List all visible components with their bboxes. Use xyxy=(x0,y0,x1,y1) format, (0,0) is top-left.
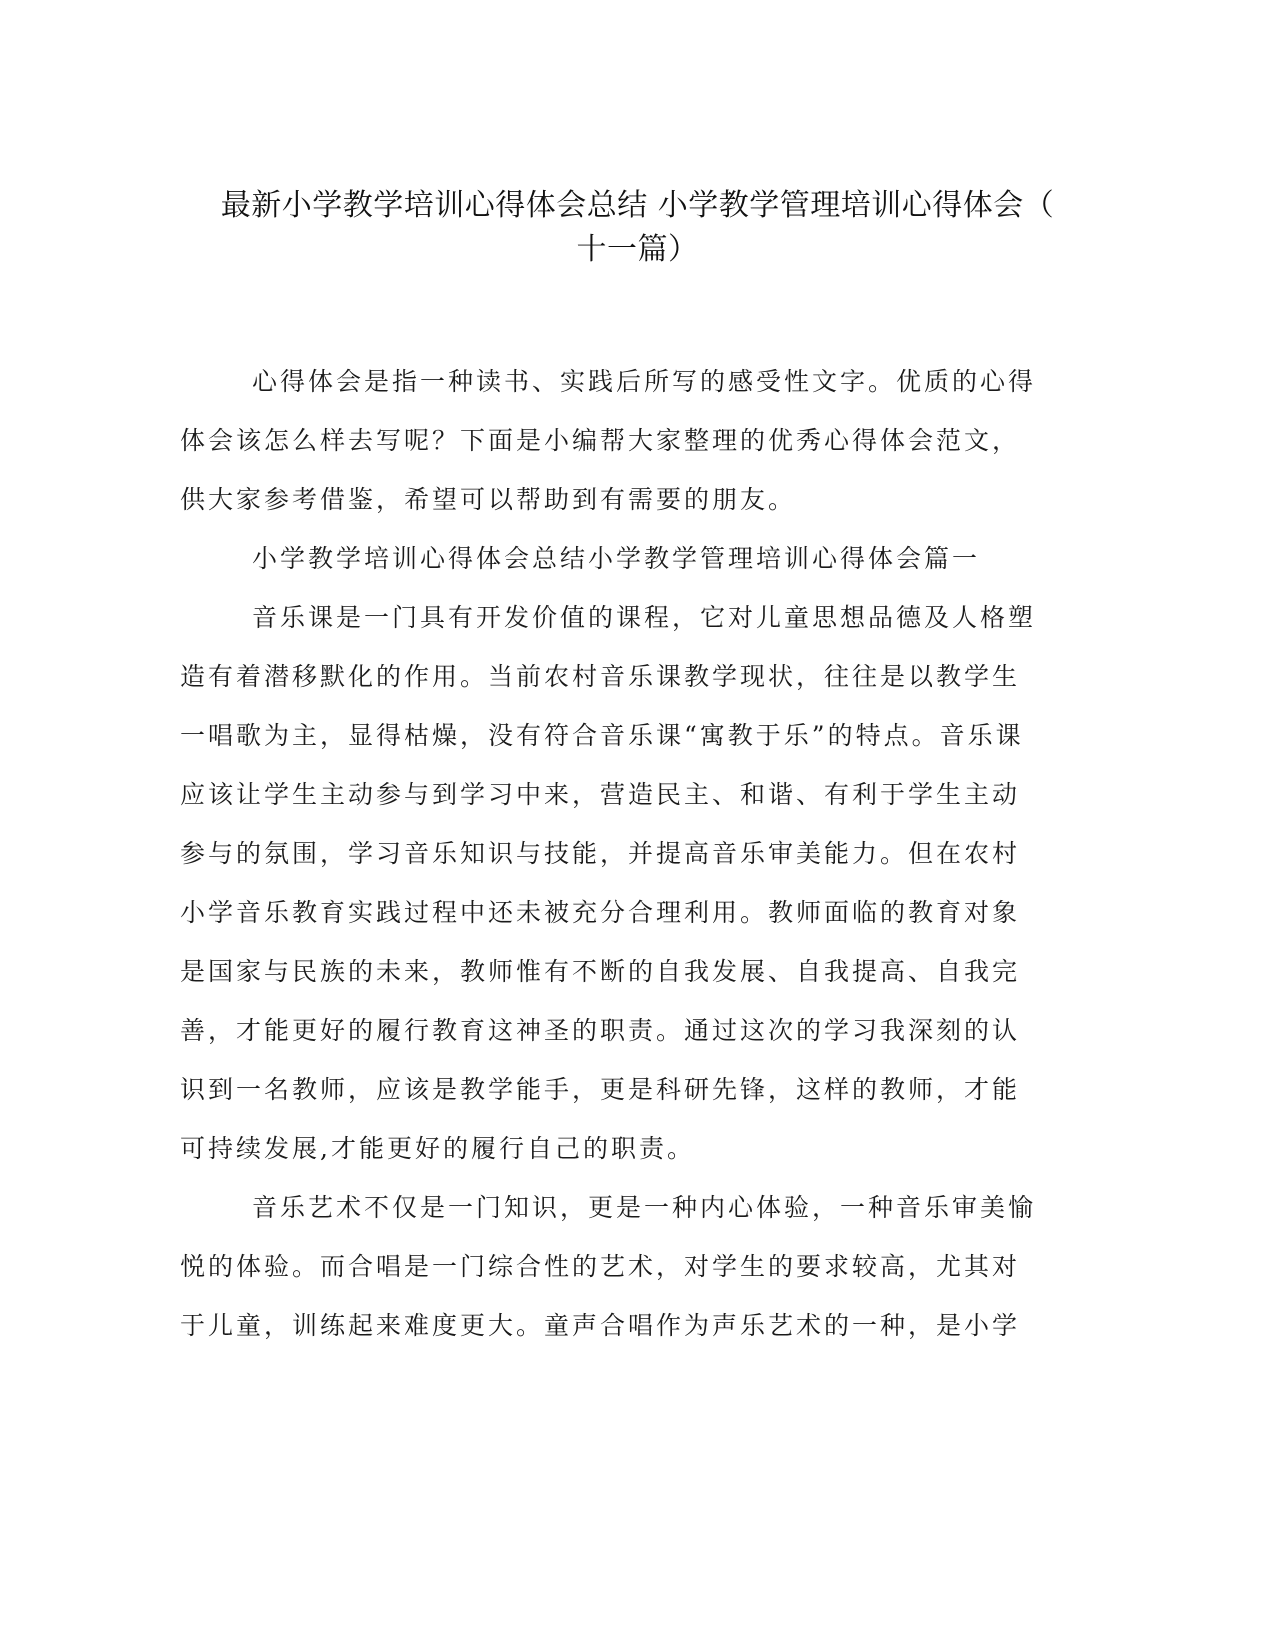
text-line: 悦的体验。而合唱是一门综合性的艺术，对学生的要求较高，尤其对 xyxy=(180,1252,1021,1281)
text-line: 参与的氛围，学习音乐知识与技能，并提高音乐审美能力。但在农村 xyxy=(180,839,1021,868)
text-line: 于儿童，训练起来难度更大。童声合唱作为声乐艺术的一种，是小学 xyxy=(180,1311,1021,1340)
text-line: 造有着潜移默化的作用。当前农村音乐课教学现状，往往是以教学生 xyxy=(180,662,1021,691)
document-title xyxy=(180,184,1095,272)
text-line: 音乐艺术不仅是一门知识，更是一种内心体验，一种音乐审美愉 xyxy=(252,1193,1037,1222)
text-line: 是国家与民族的未来，教师惟有不断的自我发展、自我提高、自我完 xyxy=(180,957,1021,986)
text-line: 小学音乐教育实践过程中还未被充分合理利用。教师面临的教育对象 xyxy=(180,898,1021,927)
title-line-1: 最新小学教学培训心得体会总结 小学教学管理培训心得体会（ xyxy=(220,188,1055,223)
paragraph-music-course xyxy=(180,588,1037,1178)
section-heading xyxy=(180,529,1030,588)
text-line: 小学教学培训心得体会总结小学教学管理培训心得体会篇一 xyxy=(252,544,981,573)
text-line: 一唱歌为主，显得枯燥，没有符合音乐课“寓教于乐”的特点。音乐课 xyxy=(180,721,1024,750)
text-line: 供大家参考借鉴，希望可以帮助到有需要的朋友。 xyxy=(180,485,797,514)
paragraph-intro xyxy=(180,352,1037,529)
text-line: 识到一名教师，应该是教学能手，更是科研先锋，这样的教师，才能 xyxy=(180,1075,1021,1104)
paragraph-music-art xyxy=(180,1178,1037,1355)
text-line: 善，才能更好的履行教育这神圣的职责。通过这次的学习我深刻的认 xyxy=(180,1016,1021,1045)
text-line: 音乐课是一门具有开发价值的课程，它对儿童思想品德及人格塑 xyxy=(252,603,1037,632)
text-line: 可持续发展,才能更好的履行自己的职责。 xyxy=(180,1134,695,1163)
text-line: 体会该怎么样去写呢？下面是小编帮大家整理的优秀心得体会范文， xyxy=(180,426,1021,455)
text-line: 心得体会是指一种读书、实践后所写的感受性文字。优质的心得 xyxy=(252,367,1037,396)
text-line: 应该让学生主动参与到学习中来，营造民主、和谐、有利于学生主动 xyxy=(180,780,1021,809)
document-body xyxy=(180,352,1037,1355)
title-line-2: 十一篇） xyxy=(576,232,699,267)
